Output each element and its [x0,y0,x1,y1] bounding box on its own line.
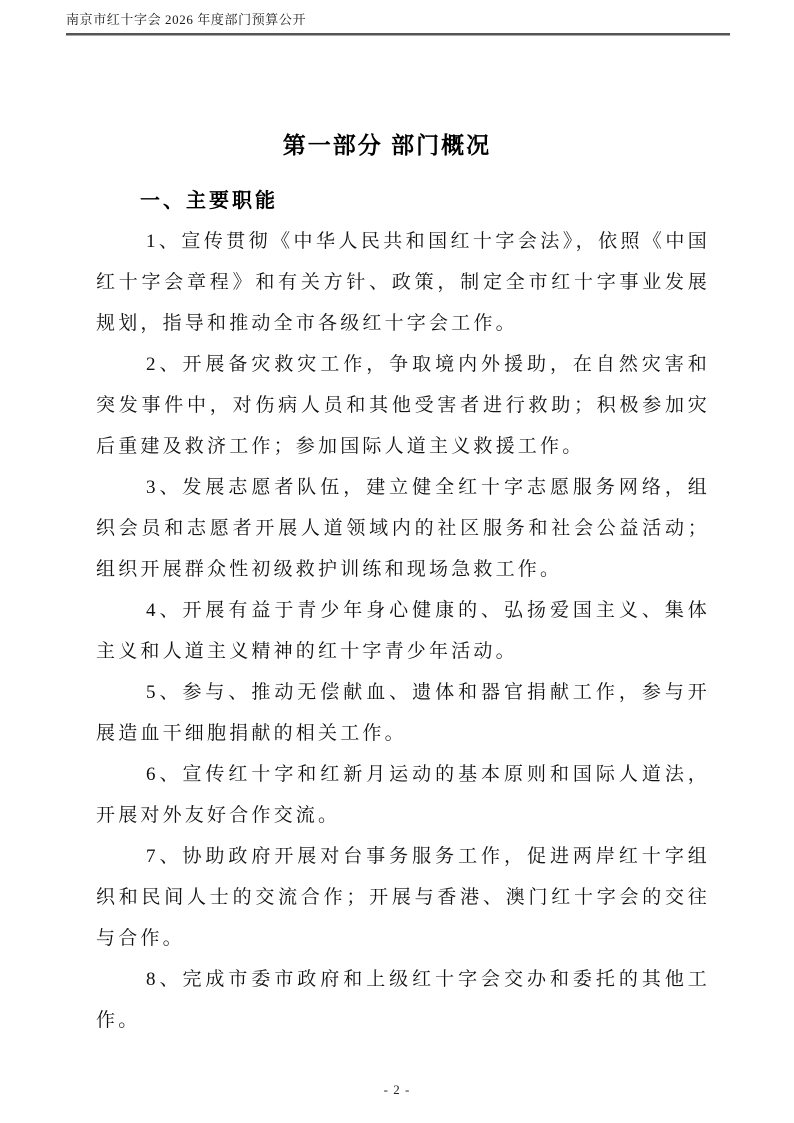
paragraph-3: 3、发展志愿者队伍，建立健全红十字志愿服务网络，组织会员和志愿者开展人道领域内的社区服务和社会公益活动；组织开展群众性初级救护训练和现场急救工作。 [96,477,710,580]
page-header-title: 南京市红十字会 2026 年度部门预算公开 [66,12,307,27]
document-body [96,221,710,1041]
paragraph-5: 5、参与、推动无偿献血、遗体和器官捐献工作，参与开展造血干细胞捐献的相关工作。 [96,682,710,744]
paragraph-1: 1、宣传贯彻《中华人民共和国红十字会法》，依照《中国红十字会章程》和有关方针、政策，制定全市红十字事业发展规划，指导和推动全市各级红十字会工作。 [96,231,710,334]
section-heading: 一、主要职能 [140,190,278,212]
paragraph-7: 7、协助政府开展对台事务服务工作，促进两岸红十字组织和民间人士的交流合作；开展与香港、澳门红十字会的交往与合作。 [96,846,710,949]
paragraph-8: 8、完成市委市政府和上级红十字会交办和委托的其他工作。 [96,969,710,1031]
page-header [66,9,730,36]
paragraph-4: 4、开展有益于青少年身心健康的、弘扬爱国主义、集体主义和人道主义精神的红十字青少年活动。 [96,600,710,662]
paragraph-6: 6、宣传红十字和红新月运动的基本原则和国际人道法，开展对外友好合作交流。 [96,764,710,826]
paragraph-2: 2、开展备灾救灾工作，争取境内外援助，在自然灾害和突发事件中，对伤病人员和其他受害者进行救助；积极参加灾后重建及救济工作；参加国际人道主义救援工作。 [96,354,710,457]
header-rule [66,33,730,36]
document-title: 第一部分 部门概况 [282,132,492,158]
page-number: - 2 - [383,1082,411,1097]
